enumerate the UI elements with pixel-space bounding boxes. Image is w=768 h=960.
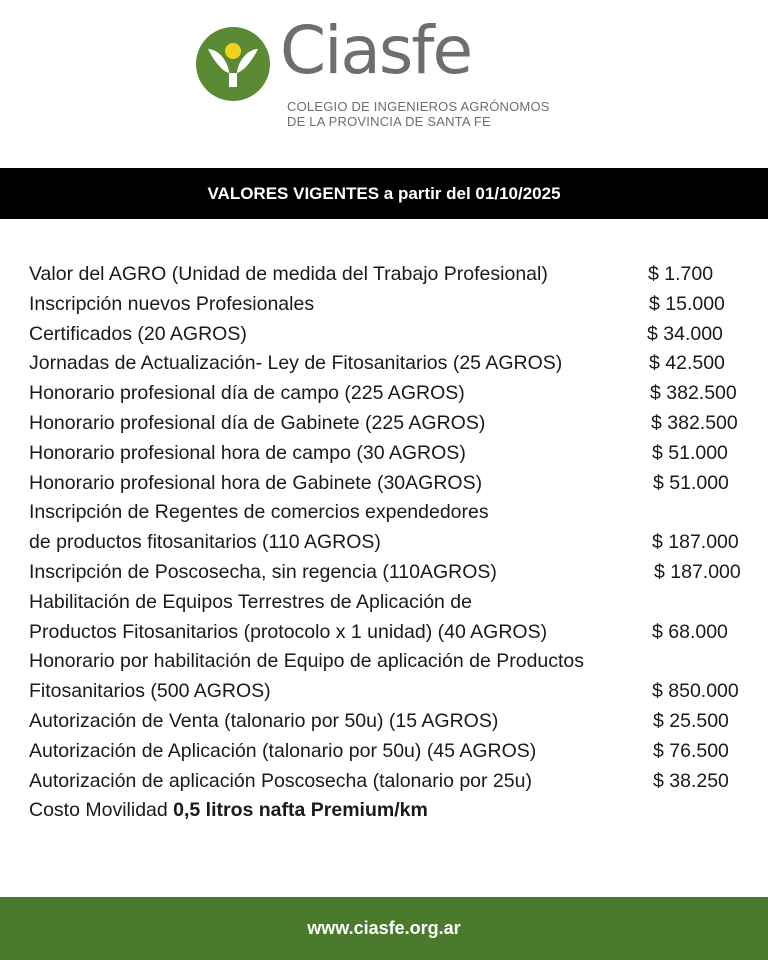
price-row [0,260,768,290]
price-label: Valor del AGRO (Unidad de medida del Trabajo Profesional) [29,263,548,285]
price-label: Certificados (20 AGROS) [29,322,247,345]
brand-name: Ciasfe [280,12,472,89]
price-value: $ 187.000 [654,560,741,583]
price-row [0,677,768,707]
price-label: Honorario profesional hora de campo (30 AGROS) [29,441,466,464]
price-value: $ 42.500 [649,352,725,375]
price-label: Honorario profesional hora de Gabinete (30AGROS) [29,471,483,494]
ciasfe-logo-icon [196,27,270,101]
price-row [0,707,768,737]
price-row [0,439,768,469]
price-row [0,588,768,618]
price-row [0,737,768,767]
price-label: Inscripción de Poscosecha, sin regencia (110AGROS) [29,560,497,583]
price-label: Inscripción de Regentes de comercios expendedores [29,501,489,524]
price-label: Fitosanitarios (500 AGROS) [29,680,271,703]
price-value: $ 51.000 [653,471,729,494]
price-label: Inscripción nuevos Profesionales [29,292,315,315]
price-row [0,290,768,320]
price-row [0,558,768,588]
price-list [0,260,768,826]
price-value: $ 25.500 [653,709,729,732]
price-label: de productos fitosanitarios (110 AGROS) [29,531,381,554]
price-row [0,379,768,409]
mobility-value: 0,5 litros nafta Premium/km [173,799,428,822]
price-label: Habilitación de Equipos Terrestres de Aplicación de [29,590,472,613]
price-row [0,618,768,648]
price-value: $ 34.000 [647,322,723,345]
mobility-text [29,796,428,826]
price-label: Productos Fitosanitarios (protocolo x 1 unidad) (40 AGROS) [29,620,548,643]
mobility-label: Costo Movilidad [29,799,168,822]
price-value: $ 382.500 [651,411,738,434]
price-value: $ 1.700 [648,263,714,285]
price-row [0,528,768,558]
header [0,0,768,168]
price-row [0,320,768,350]
price-label: Honorario profesional día de Gabinete (225 AGROS) [29,411,486,434]
price-value: $ 76.500 [653,739,729,762]
page-title: VALORES VIGENTES a partir del 01/10/2025 [207,183,561,203]
price-row [0,409,768,439]
brand-subtitle-line1: COLEGIO DE INGENIEROS AGRÓNOMOS [287,99,550,114]
mobility-row [0,796,768,826]
price-label: Autorización de Aplicación (talonario por 50u) (45 AGROS) [29,739,537,762]
price-row [0,349,768,379]
price-label: Autorización de Venta (talonario por 50u) (15 AGROS) [29,709,499,732]
price-label: Honorario por habilitación de Equipo de aplicación de Productos [29,650,585,673]
price-label: Autorización de aplicación Poscosecha (talonario por 25u) [29,769,532,792]
title-band [0,168,768,219]
price-value: $ 850.000 [652,680,739,703]
price-row [0,498,768,528]
brand-subtitle-line2: DE LA PROVINCIA DE SANTA FE [287,114,491,129]
footer [0,897,768,960]
price-value: $ 15.000 [649,292,725,315]
price-value: $ 187.000 [652,531,739,554]
price-value: $ 38.250 [653,769,729,792]
price-row [0,647,768,677]
price-label: Honorario profesional día de campo (225 AGROS) [29,382,465,405]
brand-subtitle [287,99,550,129]
price-value: $ 382.500 [650,382,737,405]
website-link[interactable]: www.ciasfe.org.ar [307,918,461,938]
price-row [0,767,768,797]
price-value: $ 51.000 [652,441,728,464]
price-row [0,469,768,499]
price-value: $ 68.000 [652,620,728,643]
price-label: Jornadas de Actualización- Ley de Fitosanitarios (25 AGROS) [29,352,563,375]
